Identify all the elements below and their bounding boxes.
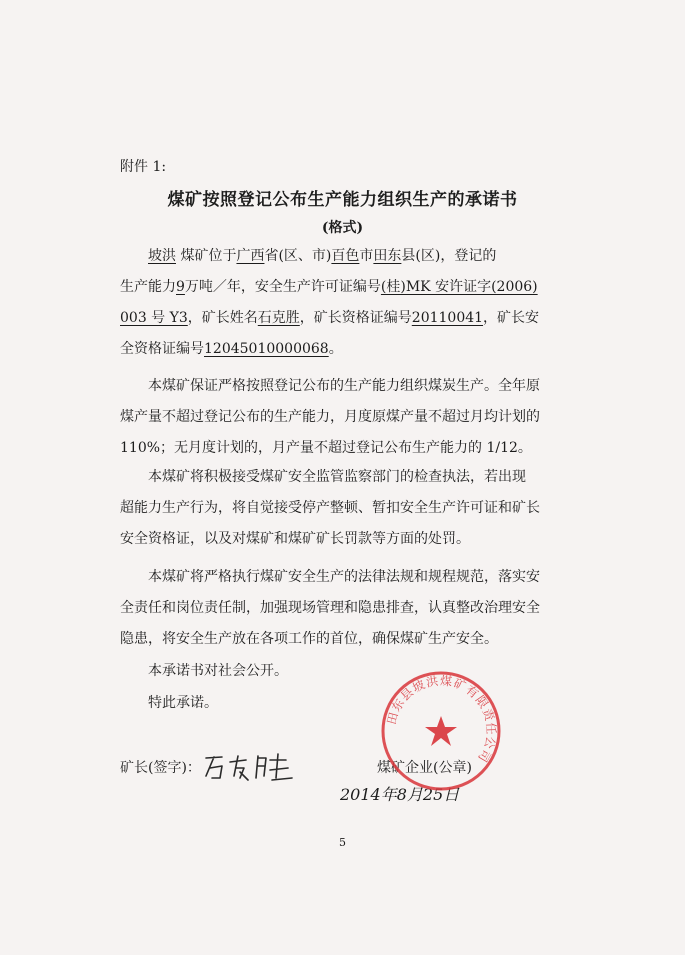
text-fragment: ，矿长姓名 — [187, 310, 258, 326]
handwritten-signature — [200, 748, 320, 784]
capacity: 9 — [176, 279, 185, 295]
text-fragment: 万吨／年，安全生产许可证编号 — [184, 279, 381, 295]
paragraph-line: 本煤矿将积极接受煤矿安全监管监察部门的检查执法，若出现 — [148, 469, 526, 485]
paragraph-line: 煤产量不超过登记公布的生产能力，月度原煤产量不超过月均计划的 — [120, 409, 540, 425]
text-fragment: 县(区)，登记的 — [401, 248, 497, 264]
paragraph-inspection — [120, 462, 570, 555]
paragraph-mine-info — [120, 241, 570, 365]
mine-info-line-4 — [120, 334, 570, 365]
text-fragment: 。 — [328, 341, 343, 357]
paragraph-line: 110%；无月度计划的，月产量不超过登记公布生产能力的 1/12。 — [120, 440, 532, 456]
text-fragment: 省(区、市) — [264, 248, 332, 264]
paragraph-line: 本煤矿将严格执行煤矿安全生产的法律法规和规程规范，落实安 — [148, 569, 540, 585]
annex-label: 附件 1: — [120, 159, 167, 175]
signing-date: 2014年8月25日 — [340, 785, 460, 804]
paragraph-line: 隐患，将安全生产放在各项工作的首位，确保煤矿生产安全。 — [120, 631, 498, 647]
license-number: (桂)MK 安许证字(2006) — [380, 279, 538, 295]
text-fragment: 生产能力 — [120, 279, 176, 295]
document-subtitle: (格式) — [321, 220, 364, 236]
text-fragment: 全资格证编号 — [120, 341, 204, 357]
paragraph-production-limit — [120, 371, 570, 464]
paragraph-line: 特此承诺。 — [148, 695, 218, 711]
mine-name: 坡洪 — [148, 248, 176, 264]
mine-info-line-1 — [120, 241, 570, 272]
document-title: 煤矿按照登记公布生产能力组织生产的承诺书 — [167, 190, 518, 210]
paragraph-safety — [120, 562, 570, 655]
mine-info-line-2 — [120, 272, 570, 303]
company-seal-label: 煤矿企业(公章) — [377, 760, 472, 776]
company-seal-icon — [378, 668, 504, 794]
director-cert-number: 20110041 — [411, 310, 484, 326]
director-signature-label: 矿长(签字)： — [120, 760, 201, 776]
mine-info-line-3 — [120, 303, 570, 334]
text-fragment: 市 — [359, 248, 374, 264]
paragraph-line: 全责任和岗位责任制，加强现场管理和隐患排查，认真整改治理安全 — [120, 600, 540, 616]
page-number: 5 — [339, 836, 346, 849]
text-fragment: 煤矿位于 — [176, 248, 237, 264]
director-name: 石克胜 — [257, 310, 300, 326]
safety-cert-number: 12045010000068 — [204, 341, 329, 357]
paragraph-line: 本承诺书对社会公开。 — [148, 663, 288, 679]
city: 百色 — [331, 248, 360, 264]
text-fragment: ，矿长安 — [483, 310, 540, 326]
paragraph-line: 安全资格证，以及对煤矿和煤矿矿长罚款等方面的处罚。 — [120, 531, 470, 547]
license-number-tail: 003 号 Y3 — [120, 310, 188, 326]
seal-text: 田东县坡洪煤矿有限责任公司 — [384, 673, 499, 766]
province: 广西 — [236, 248, 265, 264]
paragraph-line: 本煤矿保证严格按照登记公布的生产能力组织煤炭生产。全年原 — [148, 378, 540, 394]
paragraph-line: 超能力生产行为，将自觉接受停产整顿、暂扣安全生产许可证和矿长 — [120, 500, 540, 516]
county: 田东 — [373, 248, 402, 264]
text-fragment: ，矿长资格证编号 — [299, 310, 412, 326]
